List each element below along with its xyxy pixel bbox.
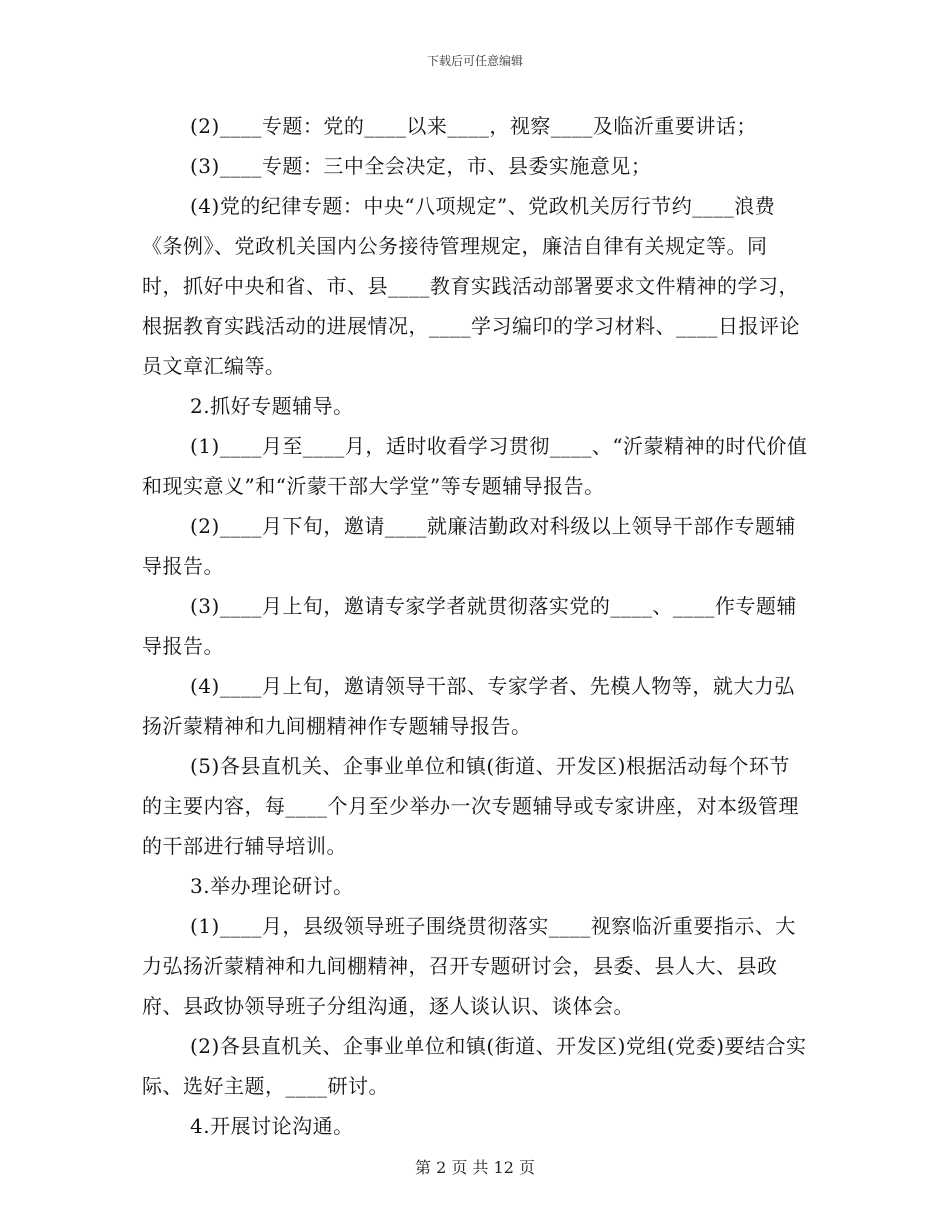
paragraph-guidance-3: (3)____月上旬，邀请专家学者就贯彻落实党的____、____作专题辅导报告。 bbox=[142, 594, 797, 658]
section-heading-seminar: 3.举办理论研讨。 bbox=[190, 874, 354, 898]
paragraph-guidance-1: (1)____月至____月，适时收看学习贯彻____、“沂蒙精神的时代价值和现实意义”和“沂蒙干部大学堂”等专题辅导报告。 bbox=[142, 434, 808, 498]
page-footer: 第 2 页 共 12 页 bbox=[415, 1158, 535, 1177]
paragraph-discipline-topic: (4)党的纪律专题：中央“八项规定”、党政机关厉行节约____浪费《条例》、党政机关国内公务接待管理规定，廉洁自律有关规定等。同时，抓好中央和省、市、县____教育实践活动部署要求文件精神的学习，根据教育实践活动的进展情况，____学习编印的学习材料、____日报评论员文章汇编等。 bbox=[142, 194, 800, 378]
page-header: 下载后可任意编辑 bbox=[426, 54, 523, 68]
paragraph-guidance-5: (5)各县直机关、企事业单位和镇(街道、开发区)根据活动每个环节的主要内容，每____个月至少举办一次专题辅导或专家讲座，对本级管理的干部进行辅导培训。 bbox=[142, 754, 799, 858]
document-body bbox=[142, 106, 808, 1146]
paragraph-guidance-4: (4)____月上旬，邀请领导干部、专家学者、先模人物等，就大力弘扬沂蒙精神和九间棚精神作专题辅导报告。 bbox=[142, 674, 795, 738]
section-heading-guidance: 2.抓好专题辅导。 bbox=[190, 394, 354, 418]
section-heading-discussion: 4.开展讨论沟通。 bbox=[190, 1114, 354, 1138]
paragraph-seminar-2: (2)各县直机关、企事业单位和镇(街道、开发区)党组(党委)要结合实际、选好主题，____研讨。 bbox=[142, 1034, 807, 1098]
paragraph-seminar-1: (1)____月，县级领导班子围绕贯彻落实____视察临沂重要指示、大力弘扬沂蒙精神和九间棚精神，召开专题研讨会，县委、县人大、县政府、县政协领导班子分组沟通，逐人谈认识、谈体会。 bbox=[142, 914, 796, 1018]
paragraph-special-topic-3: (3)____专题：三中全会决定，市、县委实施意见； bbox=[190, 154, 652, 178]
paragraph-guidance-2: (2)____月下旬，邀请____就廉洁勤政对科级以上领导干部作专题辅导报告。 bbox=[142, 514, 796, 578]
paragraph-special-topic-2: (2)____专题：党的____以来____，视察____及临沂重要讲话； bbox=[190, 114, 757, 138]
